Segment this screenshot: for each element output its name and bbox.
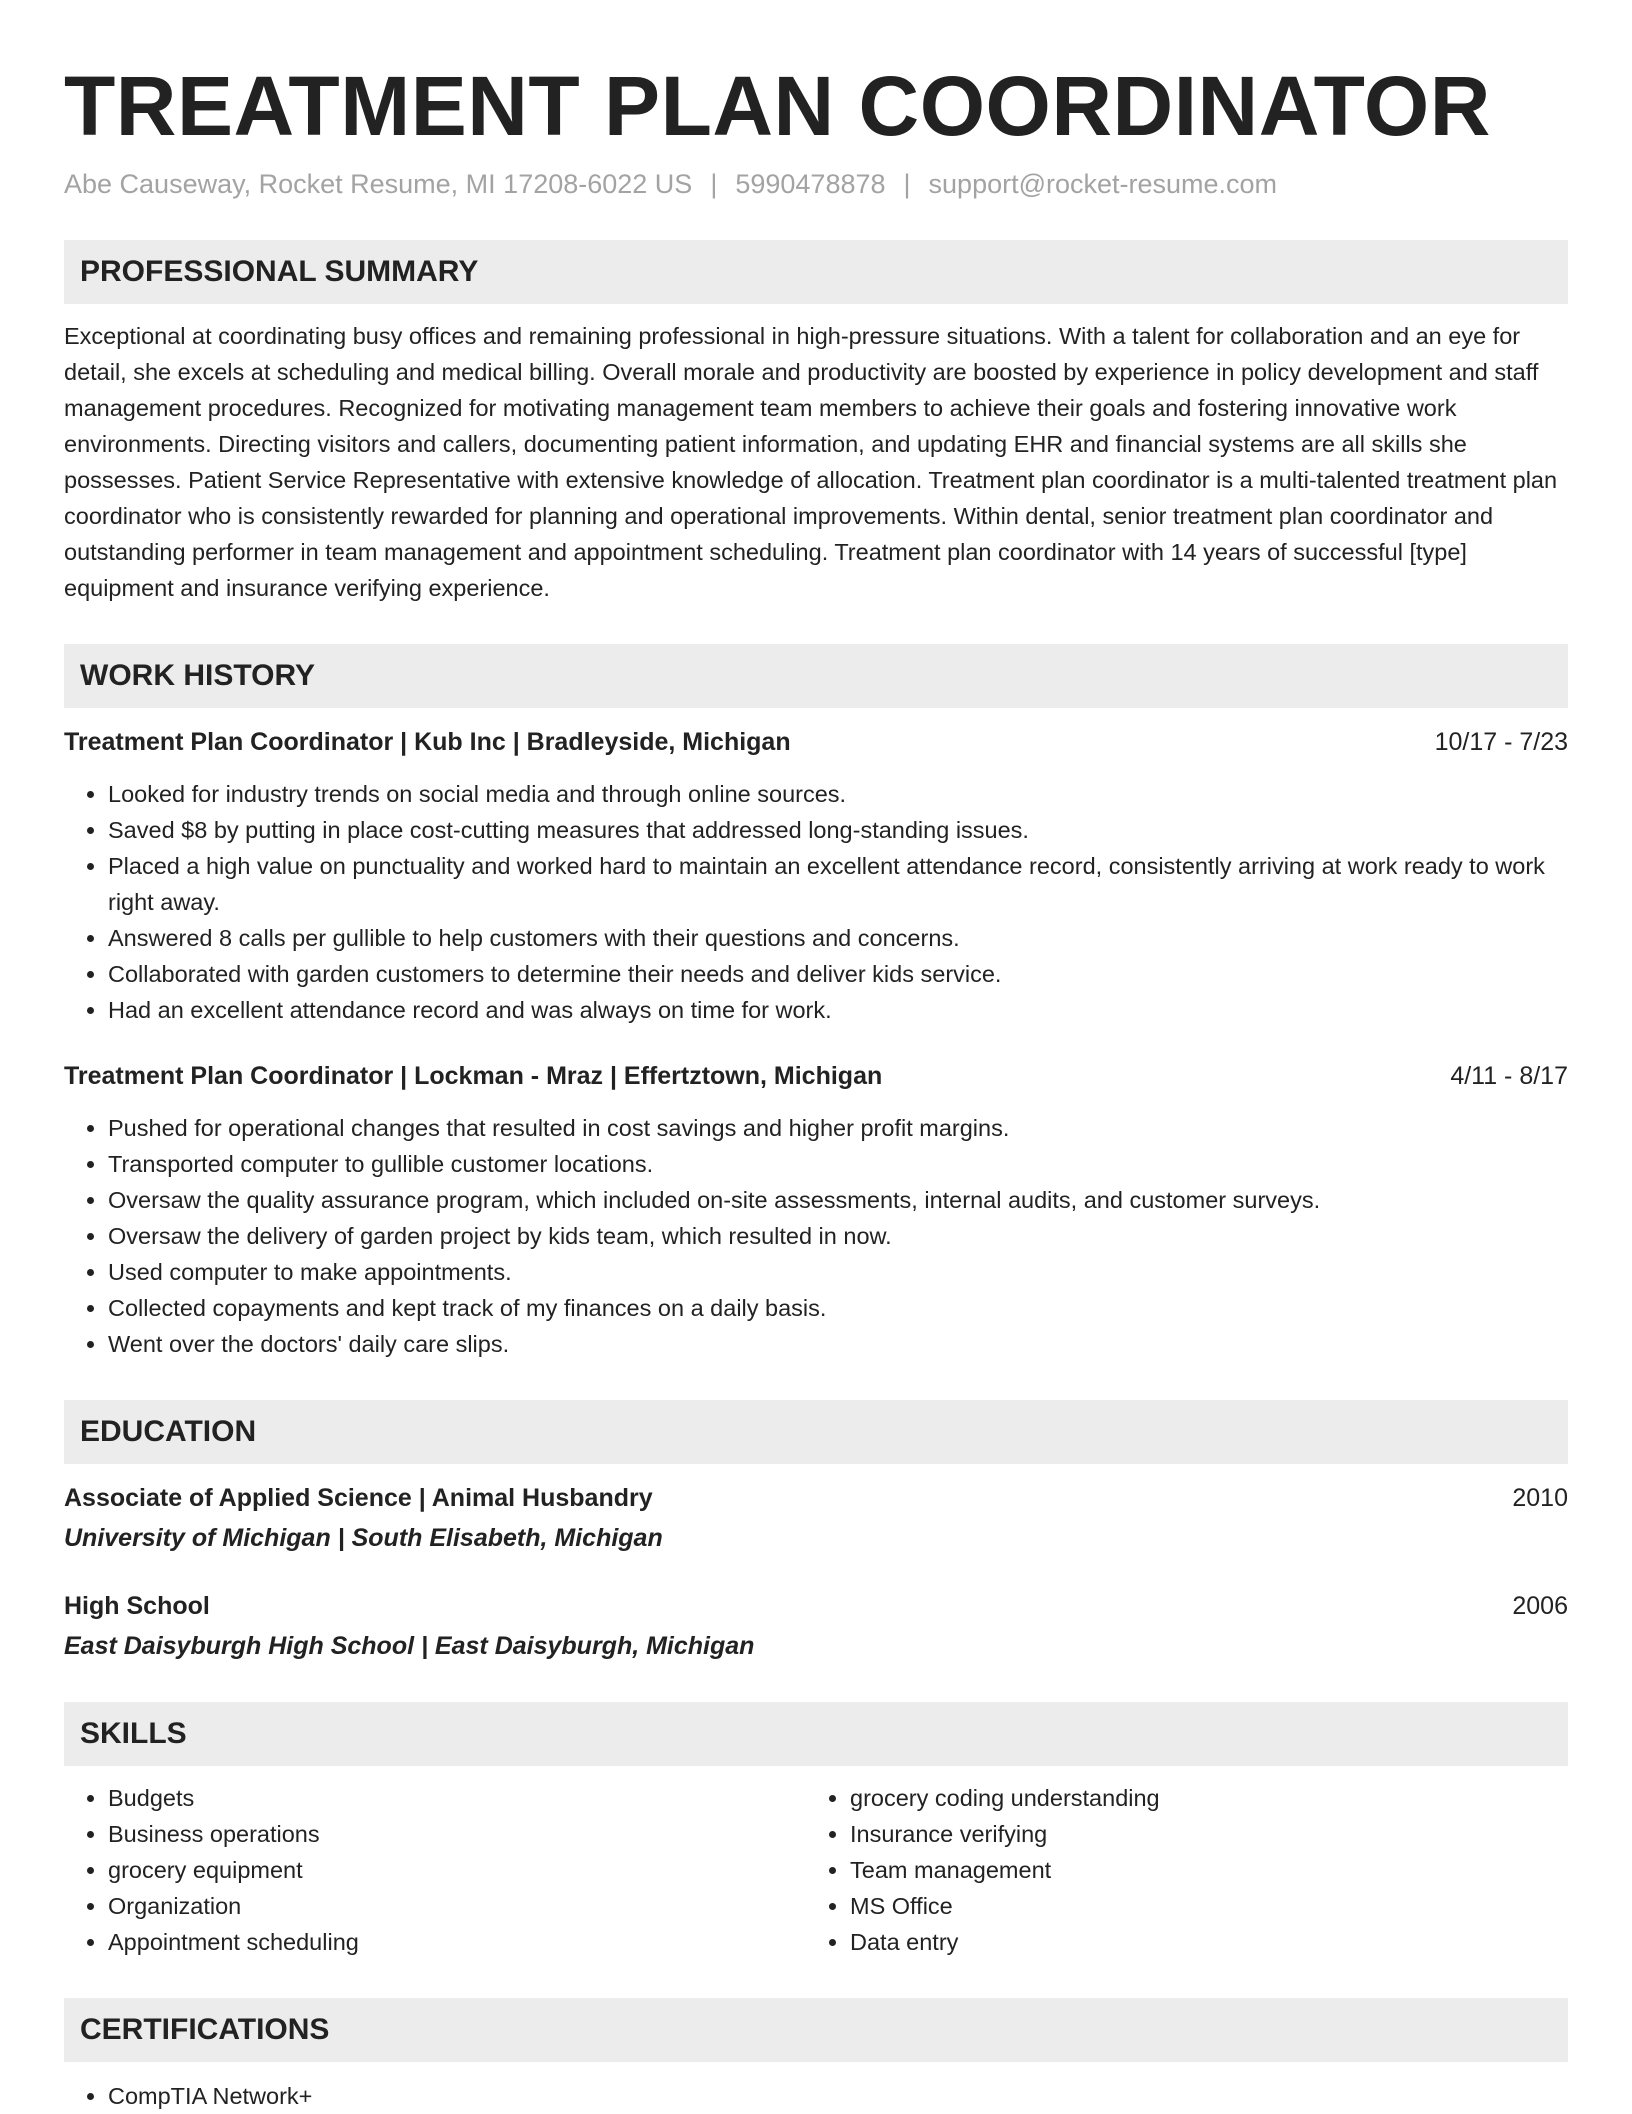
education-year: 2010 — [1512, 1484, 1568, 1512]
education-entry — [64, 1588, 1568, 1664]
job-bullet: • Saved $8 by putting in place cost-cutting measures that addressed long-standing issues. — [108, 812, 1568, 848]
skills-columns — [64, 1780, 1568, 1960]
skill-item: • Business operations — [108, 1816, 806, 1852]
job-bullet: • Pushed for operational changes that resulted in cost savings and higher profit margins. — [108, 1110, 1568, 1146]
education-degree: Associate of Applied Science | Animal Husbandry — [64, 1484, 653, 1512]
job-bullets — [64, 1110, 1568, 1362]
contact-address: Abe Causeway, Rocket Resume, MI 17208-6022 US — [64, 169, 693, 199]
section-header-education: EDUCATION — [64, 1400, 1568, 1464]
job-bullet: • Collaborated with garden customers to determine their needs and deliver kids service. — [108, 956, 1568, 992]
job-title: Treatment Plan Coordinator | Lockman - Mraz | Effertztown, Michigan — [64, 1062, 883, 1090]
skills-column-left — [64, 1780, 806, 1960]
skill-item: • grocery equipment — [108, 1852, 806, 1888]
skills-column-right — [806, 1780, 1548, 1960]
skill-item: • Organization — [108, 1888, 806, 1924]
job-bullet: • Placed a high value on punctuality and worked hard to maintain an excellent attendance record, consistently arriving at work ready to work right away. — [108, 848, 1568, 920]
education-school: University of Michigan | South Elisabeth, Michigan — [64, 1524, 663, 1552]
job-bullet: • Oversaw the quality assurance program, which included on-site assessments, internal audits, and customer surveys. — [108, 1182, 1568, 1218]
section-header-skills: SKILLS — [64, 1702, 1568, 1766]
education-school: East Daisyburgh High School | East Daisyburgh, Michigan — [64, 1632, 755, 1660]
education-header — [64, 1588, 1568, 1624]
job-bullet: • Oversaw the delivery of garden project by kids team, which resulted in now. — [108, 1218, 1568, 1254]
section-header-work-history: WORK HISTORY — [64, 644, 1568, 708]
job-bullet: • Collected copayments and kept track of my finances on a daily basis. — [108, 1290, 1568, 1326]
skill-item: • Appointment scheduling — [108, 1924, 806, 1960]
candidate-name: TREATMENT PLAN COORDINATOR — [64, 59, 1491, 153]
job-bullet: • Had an excellent attendance record and was always on time for work. — [108, 992, 1568, 1028]
skill-item: • grocery coding understanding — [850, 1780, 1548, 1816]
job-bullet: • Went over the doctors' daily care slips. — [108, 1326, 1568, 1362]
education-entry — [64, 1480, 1568, 1556]
summary-text: Exceptional at coordinating busy offices and remaining professional in high-pressure situations. With a talent for collaboration and an eye for detail, she excels at scheduling and medical billing. Overall morale and productivity are boosted by experience in policy development and staff management procedures. Recognized for motivating management team members to achieve their goals and fostering innovative work environments. Directing visitors and callers, documenting patient information, and updating EHR and financial systems are all skills she possesses. Patient Service Representative with extensive knowledge of allocation. Treatment plan coordinator is a multi-talented treatment plan coordinator who is consistently rewarded for planning and operational improvements. Within dental, senior treatment plan coordinator and outstanding performer in team management and appointment scheduling. Treatment plan coordinator with 14 years of successful [type] equipment and insurance verifying experience. — [64, 323, 1558, 601]
job-header — [64, 1058, 1568, 1094]
contact-email: support@rocket-resume.com — [928, 169, 1278, 199]
job-bullets — [64, 776, 1568, 1028]
contact-separator: | — [710, 169, 718, 199]
education-year: 2006 — [1512, 1592, 1568, 1620]
contact-line — [64, 166, 1568, 202]
job-bullet: • Transported computer to gullible customer locations. — [108, 1146, 1568, 1182]
job-bullet: • Used computer to make appointments. — [108, 1254, 1568, 1290]
job-dates: 4/11 - 8/17 — [1450, 1062, 1568, 1090]
job-entry — [64, 1058, 1568, 1362]
section-header-certifications: CERTIFICATIONS — [64, 1998, 1568, 2062]
skill-item: • Data entry — [850, 1924, 1548, 1960]
skill-item: • Budgets — [108, 1780, 806, 1816]
education-header — [64, 1480, 1568, 1516]
section-header-summary: PROFESSIONAL SUMMARY — [64, 240, 1568, 304]
job-bullet: • Looked for industry trends on social media and through online sources. — [108, 776, 1568, 812]
skill-item: • Insurance verifying — [850, 1816, 1548, 1852]
job-header — [64, 724, 1568, 760]
job-entry — [64, 724, 1568, 1028]
education-degree: High School — [64, 1592, 210, 1620]
contact-phone: 5990478878 — [735, 169, 886, 199]
contact-separator: | — [903, 169, 911, 199]
skill-item: • Team management — [850, 1852, 1548, 1888]
certification-list — [64, 2078, 1568, 2114]
job-bullet: • Answered 8 calls per gullible to help customers with their questions and concerns. — [108, 920, 1568, 956]
certification-item: • CompTIA Network+ — [108, 2078, 1568, 2114]
job-title: Treatment Plan Coordinator | Kub Inc | Bradleyside, Michigan — [64, 728, 791, 756]
skill-item: • MS Office — [850, 1888, 1548, 1924]
job-dates: 10/17 - 7/23 — [1434, 728, 1568, 756]
resume-page — [64, 58, 1568, 2114]
